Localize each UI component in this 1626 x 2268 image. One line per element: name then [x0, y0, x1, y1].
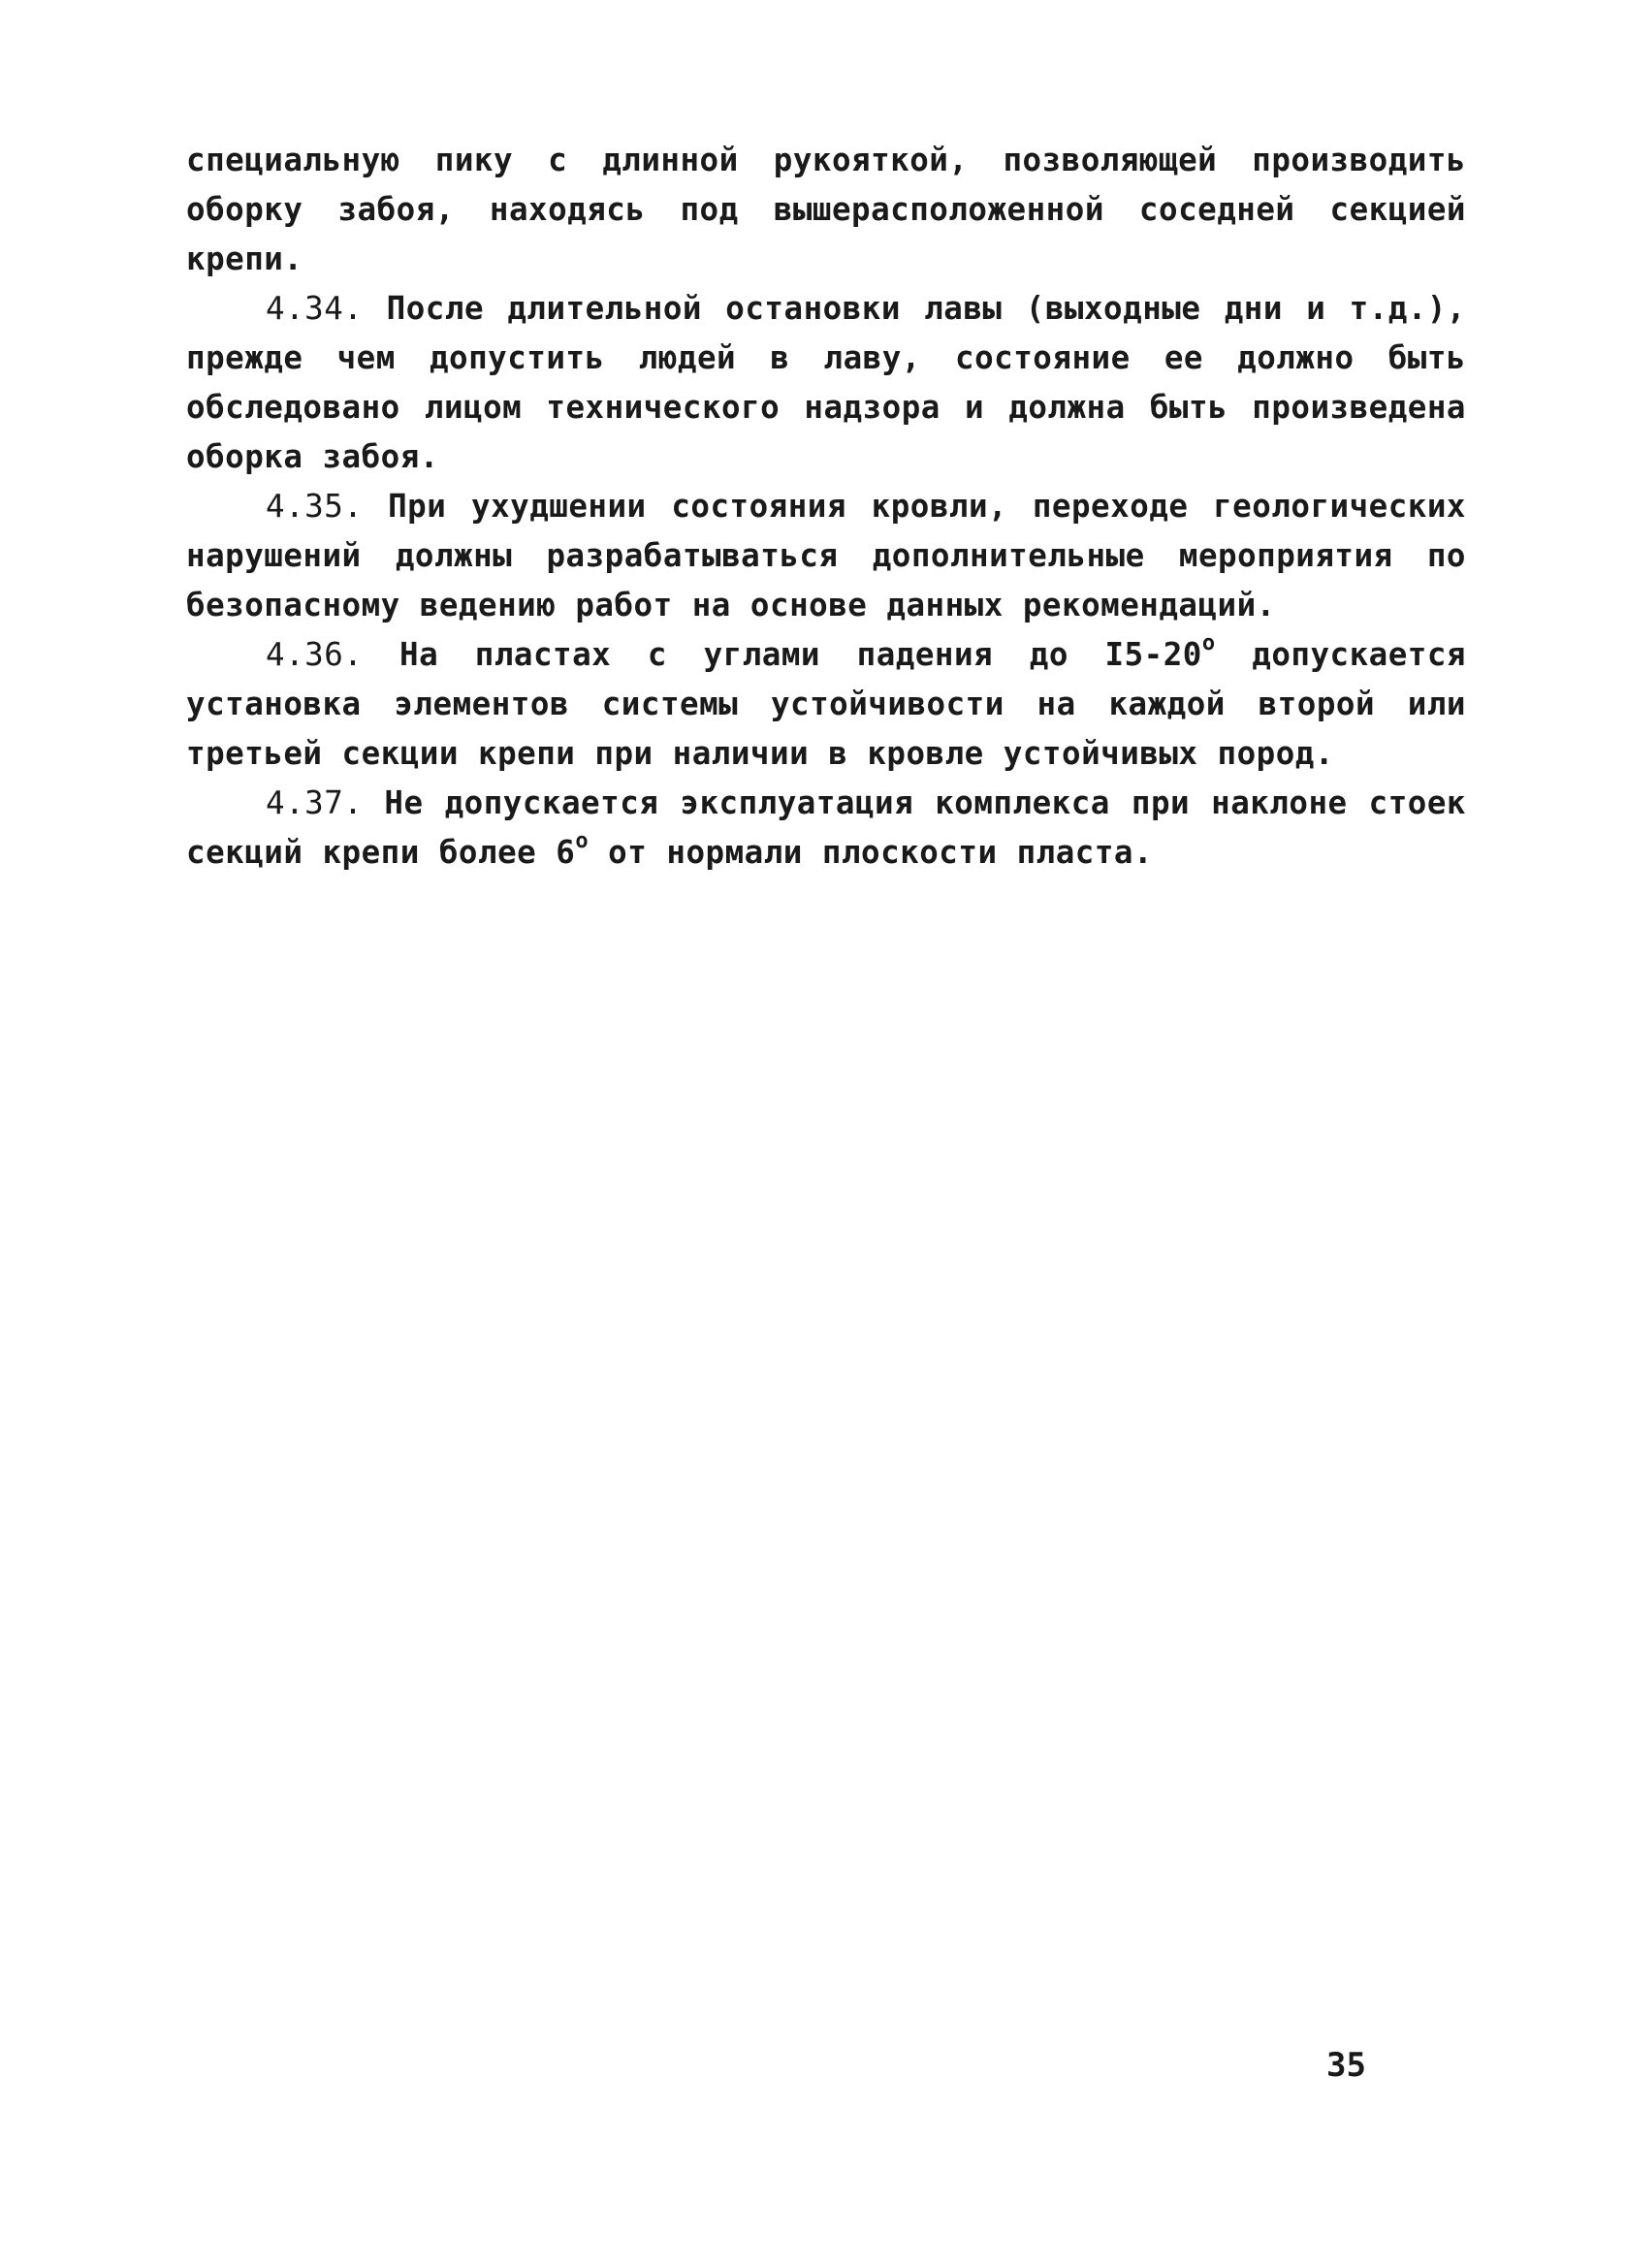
- body-text: [186, 136, 1466, 878]
- paragraph-text: После длительной остановки лавы (выходные дни и т.д.), прежде чем допустить людей в лаву, состояние ее должно быть обследовано лицом технического надзора и должна быть произведена оборка забоя.: [186, 290, 1466, 475]
- paragraph-4-34: [186, 284, 1466, 482]
- paragraph-continuation: [186, 136, 1466, 284]
- clause-number: 4.37.: [266, 784, 364, 821]
- clause-number: 4.35.: [266, 488, 364, 525]
- page-number: 35: [1326, 2046, 1366, 2085]
- clause-number: 4.36.: [266, 636, 364, 673]
- degree-superscript: о: [575, 829, 590, 854]
- paragraph-text: При ухудшении состояния кровли, переходе геологических нарушений должны разрабатываться дополнительные мероприятия по безопасному ведению работ на основе данных рекомендаций.: [186, 488, 1466, 623]
- degree-superscript: о: [1201, 631, 1216, 656]
- paragraph-text: Не допускается эксплуатация комплекса при наклоне стоек секций крепи более 6: [186, 784, 1466, 871]
- clause-number: 4.34.: [266, 290, 364, 327]
- paragraph-text: специальную пику с длинной рукояткой, позволяющей производить оборку забоя, находясь под вышерасположенной соседней секцией крепи.: [186, 142, 1466, 277]
- paragraph-4-37: [186, 779, 1466, 878]
- paragraph-text: от нормали плоскости пласта.: [608, 834, 1154, 871]
- paragraph-4-35: [186, 482, 1466, 630]
- paragraph-text: допускается установка элементов системы устойчивости на каждой второй или третьей секции крепи при наличии в кровле устойчивых пород.: [186, 636, 1466, 772]
- paragraph-4-36: [186, 630, 1466, 779]
- paragraph-text: На пластах с углами падения до I5-20: [399, 636, 1202, 673]
